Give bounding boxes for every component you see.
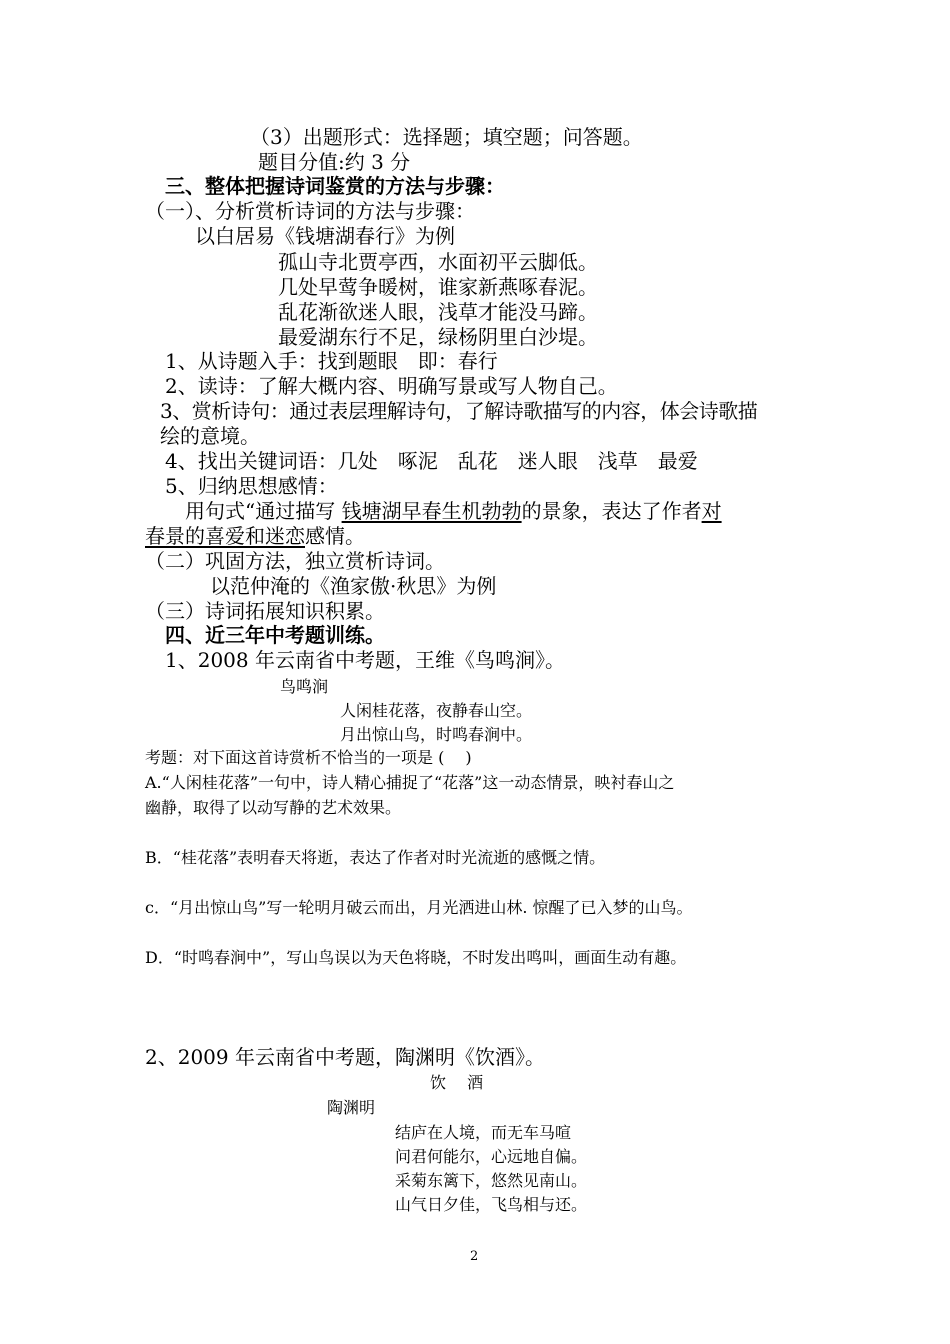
step-4: 4、找出关键词语：几处 啄泥 乱花 迷人眼 浅草 最爱 xyxy=(165,449,698,473)
subheading-3: （三）诗词拓展知识积累。 xyxy=(145,599,385,623)
example-line: 以白居易《钱塘湖春行》为例 xyxy=(195,224,455,248)
page-number: 2 xyxy=(470,1249,479,1264)
section-heading-4: 四、近三年中考题训练。 xyxy=(165,623,385,647)
poem-line: 孤山寺北贾亭西，水面初平云脚低。 xyxy=(278,250,598,274)
sentence-pattern-line xyxy=(185,499,722,523)
pattern-text: 感情。 xyxy=(305,524,365,548)
option-a: A.“人闲桂花落”一句中，诗人精心捕捉了“花落”这一动态情景，映衬春山之 xyxy=(145,773,675,792)
exam-question-2-title: 2、2009 年云南省中考题，陶渊明《饮酒》。 xyxy=(145,1045,545,1069)
option-b: B．“桂花落”表明春天将逝，表达了作者对时光流逝的感慨之情。 xyxy=(145,848,606,867)
pattern-blank-scene: 钱塘湖早春生机勃勃 xyxy=(341,499,522,523)
poem-line: 几处早莺争暖树，谁家新燕啄春泥。 xyxy=(278,275,598,299)
question-format-line: （3）出题形式：选择题；填空题；问答题。 xyxy=(250,125,643,149)
poem-line: 问君何能尔，心远地自偏。 xyxy=(395,1147,588,1166)
pattern-blank-emotion: 对 xyxy=(701,499,722,523)
pattern-text: 的景象，表达了作者 xyxy=(521,499,702,523)
subheading-2: （二）巩固方法，独立赏析诗词。 xyxy=(145,549,445,573)
score-line: 题目分值:约 3 分 xyxy=(258,150,411,174)
example-line: 以范仲淹的《渔家傲·秋思》为例 xyxy=(210,574,497,598)
poem-line: 结庐在人境，而无车马喧 xyxy=(395,1123,572,1142)
poem-line: 人闲桂花落，夜静春山空。 xyxy=(340,701,533,720)
poem-line: 乱花渐欲迷人眼，浅草才能没马蹄。 xyxy=(278,300,598,324)
poem-title: 鸟鸣涧 xyxy=(280,677,329,696)
step-5: 5、归纳思想感情： xyxy=(165,474,338,498)
poem-line: 月出惊山鸟，时鸣春涧中。 xyxy=(340,725,533,744)
exam-question-1-title: 1、2008 年云南省中考题，王维《鸟鸣涧》。 xyxy=(165,648,565,672)
poem-line: 最爱湖东行不足，绿杨阴里白沙堤。 xyxy=(278,325,598,349)
step-1: 1、从诗题入手：找到题眼 即：春行 xyxy=(165,349,498,373)
subheading-1: （一）、分析赏析诗词的方法与步骤： xyxy=(145,199,475,223)
section-heading-3: 三、整体把握诗词鉴赏的方法与步骤： xyxy=(165,174,505,198)
poem-line: 采菊东篱下，悠然见南山。 xyxy=(395,1171,588,1190)
sentence-pattern-continued xyxy=(145,524,365,548)
option-d: D．“时鸣春涧中”，写山鸟误以为天色将晓，不时发出鸣叫，画面生动有趣。 xyxy=(145,948,687,967)
poem-line: 山气日夕佳，飞鸟相与还。 xyxy=(395,1195,588,1214)
pattern-text: 用句式“通过描写 xyxy=(185,499,342,523)
pattern-blank-emotion: 春景的喜爱和迷恋 xyxy=(145,524,305,548)
option-a-continued: 幽静，取得了以动写静的艺术效果。 xyxy=(145,798,402,817)
step-2: 2、读诗：了解大概内容、明确写景或写人物自己。 xyxy=(165,374,618,398)
step-3: 3、赏析诗句：通过表层理解诗句，了解诗歌描写的内容，体会诗歌描 xyxy=(160,399,758,423)
poem-author: 陶渊明 xyxy=(327,1098,376,1117)
step-3-continued: 绘的意境。 xyxy=(160,424,260,448)
option-c: c．“月出惊山鸟”写一轮明月破云而出，月光洒进山林. 惊醒了已入梦的山鸟。 xyxy=(145,898,693,917)
exam-prompt: 考题：对下面这首诗赏析不恰当的一项是 ( ) xyxy=(145,748,472,767)
poem-title: 饮 酒 xyxy=(430,1073,484,1092)
